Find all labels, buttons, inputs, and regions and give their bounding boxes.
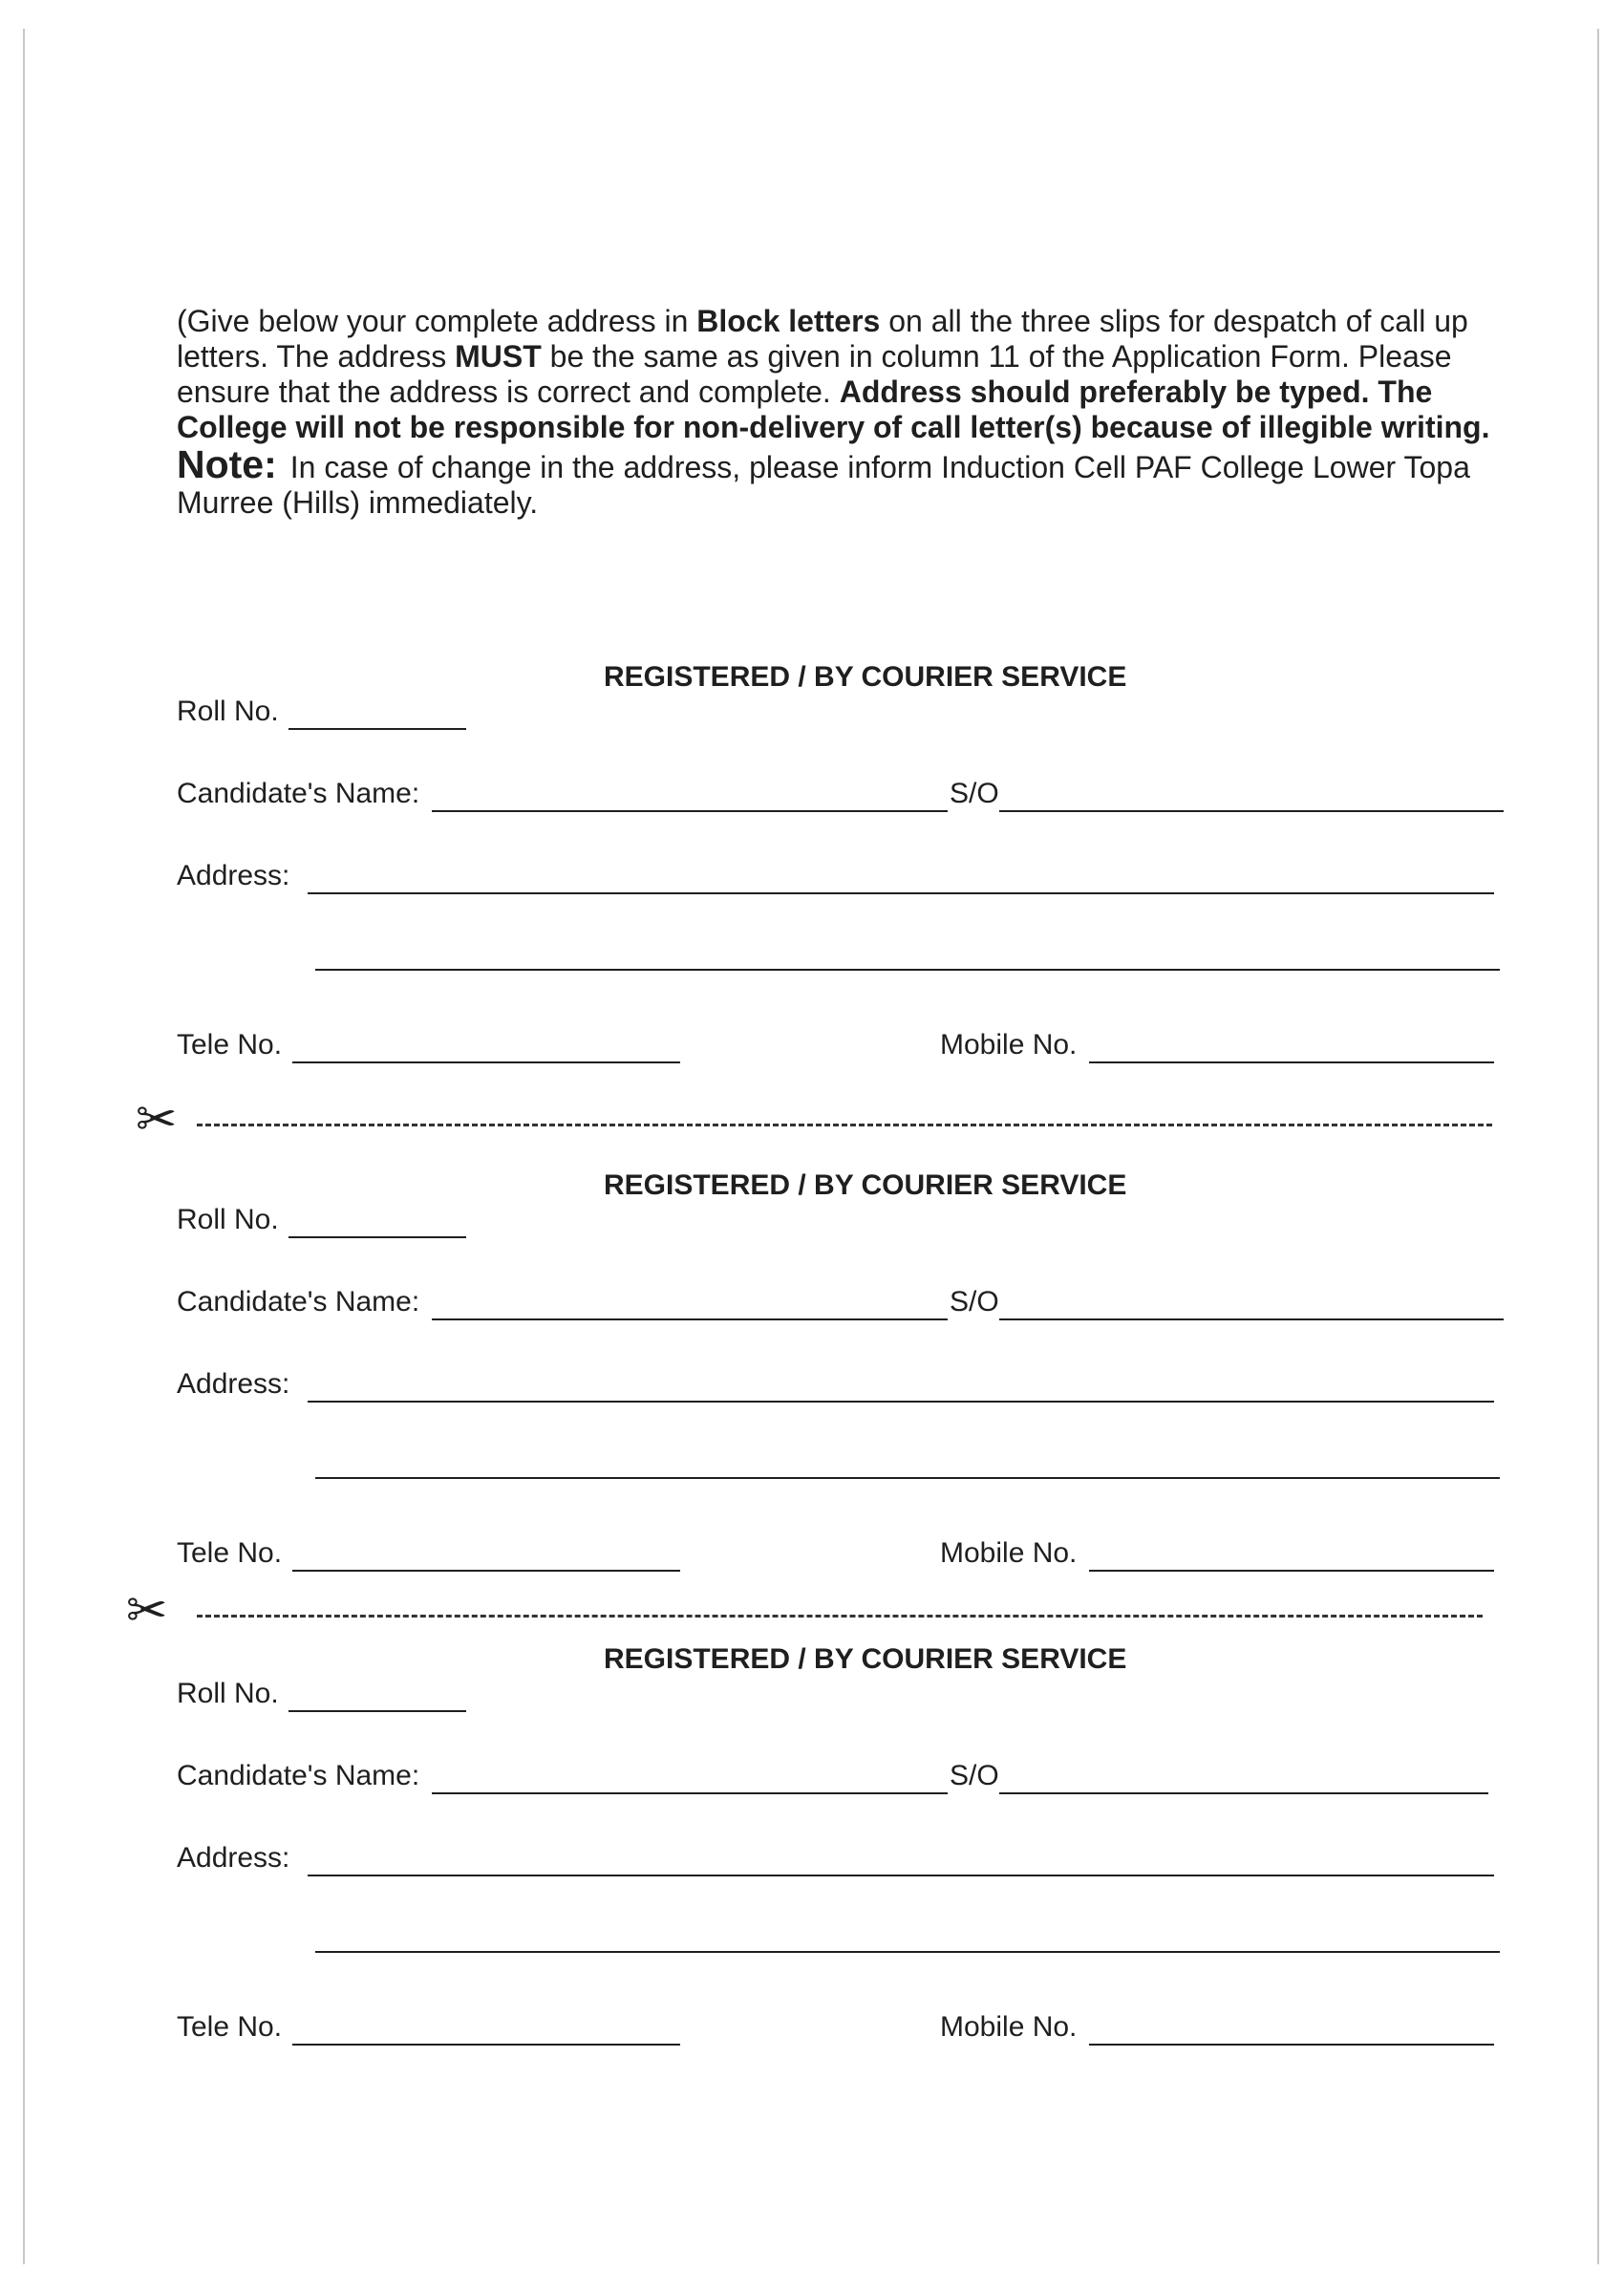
tele-no-label: Tele No. <box>177 1537 283 1569</box>
instructions-paragraph <box>177 304 1543 445</box>
dashed-cut-line <box>197 1124 1492 1126</box>
mobile-no-line[interactable] <box>1089 1061 1494 1063</box>
instructions-bold-block-letters: Block letters <box>696 304 881 338</box>
roll-no-line[interactable] <box>288 1710 466 1712</box>
note-line <box>177 442 1543 521</box>
scissors-icon: ✂ <box>136 1091 178 1148</box>
cut-line-2 <box>126 1582 1483 1639</box>
tele-no-label: Tele No. <box>177 2011 283 2043</box>
so-label: S/O <box>950 1286 999 1318</box>
candidate-name-label: Candidate's Name: <box>177 1286 420 1318</box>
address-line-1[interactable] <box>308 1401 1494 1403</box>
instructions-text-a: (Give below your complete address in <box>177 304 697 338</box>
slip-title: REGISTERED / BY COURIER SERVICE <box>604 661 1127 693</box>
roll-no-label: Roll No. <box>177 1678 279 1709</box>
instructions-block <box>177 304 1543 521</box>
address-line-2[interactable] <box>315 1951 1500 1953</box>
so-line[interactable] <box>999 810 1504 812</box>
so-label: S/O <box>950 778 999 809</box>
candidate-name-line[interactable] <box>432 1318 948 1320</box>
roll-no-line[interactable] <box>288 1236 466 1238</box>
tele-no-label: Tele No. <box>177 1029 283 1061</box>
slip-title: REGISTERED / BY COURIER SERVICE <box>604 1169 1127 1201</box>
mobile-no-line[interactable] <box>1089 2044 1494 2046</box>
so-label: S/O <box>950 1760 999 1791</box>
address-label: Address: <box>177 860 290 891</box>
address-line-1[interactable] <box>308 892 1494 894</box>
scissors-icon: ✂ <box>126 1582 168 1639</box>
note-text: In case of change in the address, please inform Induction Cell PAF College Lower Topa Murree (Hills) immediately. <box>177 450 1470 520</box>
mobile-no-line[interactable] <box>1089 1570 1494 1572</box>
candidate-name-line[interactable] <box>432 1792 948 1794</box>
roll-no-line[interactable] <box>288 728 466 730</box>
roll-no-label: Roll No. <box>177 1204 279 1235</box>
instructions-bold-warning: Address should preferably be typed. The College will not be responsible for non-delivery of call letter(s) because of illegible writing. <box>177 375 1490 444</box>
mobile-no-label: Mobile No. <box>940 2011 1078 2043</box>
mobile-no-label: Mobile No. <box>940 1537 1078 1569</box>
slip-title: REGISTERED / BY COURIER SERVICE <box>604 1643 1127 1675</box>
candidate-name-label: Candidate's Name: <box>177 778 420 809</box>
address-line-2[interactable] <box>315 969 1500 971</box>
cut-line-1 <box>136 1091 1492 1148</box>
address-label: Address: <box>177 1368 290 1400</box>
address-line-2[interactable] <box>315 1477 1500 1479</box>
tele-no-line[interactable] <box>292 2044 680 2046</box>
candidate-name-line[interactable] <box>432 810 948 812</box>
so-line[interactable] <box>999 1318 1504 1320</box>
instructions-text-c: be the same as given in column 11 of the Application Form. Please ensure that the address is correct and complete. <box>177 339 1452 409</box>
address-slip-1 <box>0 661 1624 1061</box>
address-slip-2 <box>0 1169 1624 1569</box>
tele-no-line[interactable] <box>292 1061 680 1063</box>
address-label: Address: <box>177 1842 290 1874</box>
dashed-cut-line <box>197 1615 1483 1618</box>
tele-no-line[interactable] <box>292 1570 680 1572</box>
note-label: Note: <box>177 442 277 486</box>
candidate-name-label: Candidate's Name: <box>177 1760 420 1791</box>
so-line[interactable] <box>999 1792 1488 1794</box>
instructions-text-b: on all the three slips for despatch of call up letters. The address <box>177 304 1468 374</box>
address-line-1[interactable] <box>308 1875 1494 1876</box>
roll-no-label: Roll No. <box>177 696 279 727</box>
mobile-no-label: Mobile No. <box>940 1029 1078 1061</box>
address-slip-3 <box>0 1643 1624 2043</box>
instructions-bold-must: MUST <box>455 339 542 374</box>
